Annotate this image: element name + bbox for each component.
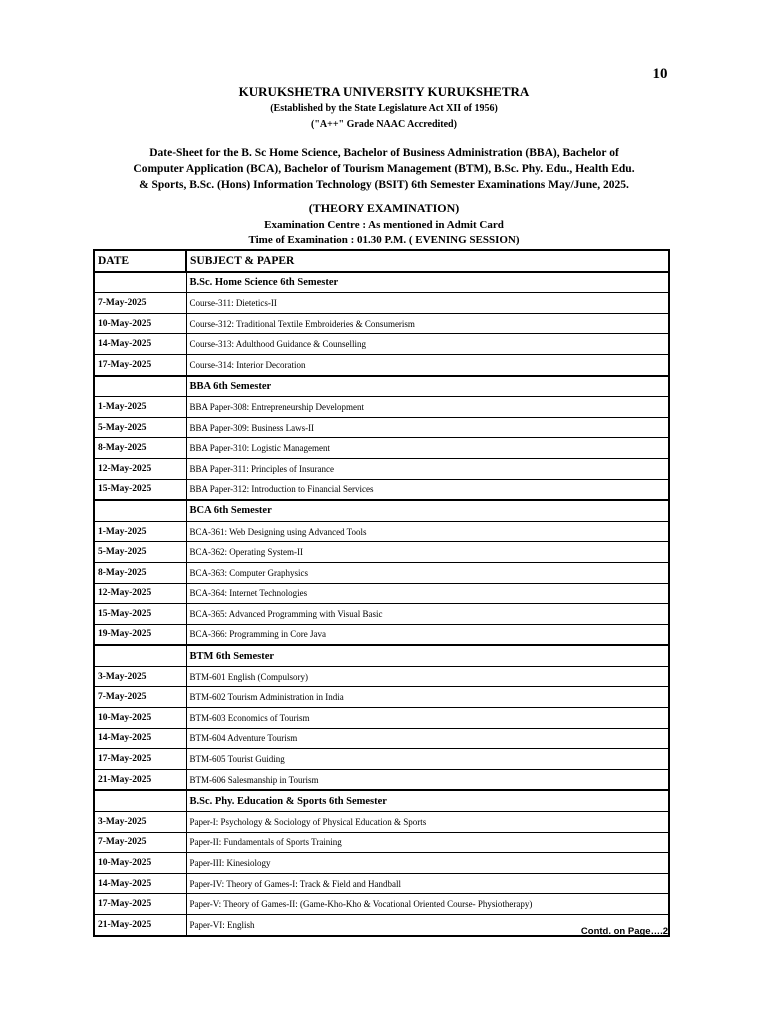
exam-paper: BCA-366: Programming in Core Java bbox=[186, 624, 669, 645]
exam-date: 21-May-2025 bbox=[94, 769, 186, 790]
table-row bbox=[94, 583, 669, 604]
exam-paper: BBA Paper-309: Business Laws-II bbox=[186, 417, 669, 438]
table-row bbox=[94, 812, 669, 833]
exam-paper: BCA-361: Web Designing using Advanced Tools bbox=[186, 521, 669, 542]
exam-date: 12-May-2025 bbox=[94, 458, 186, 479]
exam-date: 3-May-2025 bbox=[94, 812, 186, 833]
exam-date: 5-May-2025 bbox=[94, 417, 186, 438]
exam-date: 19-May-2025 bbox=[94, 624, 186, 645]
table-header-row bbox=[94, 250, 669, 272]
grade-note: ("A++" Grade NAAC Accredited) bbox=[311, 119, 457, 130]
table-row bbox=[94, 562, 669, 583]
exam-paper: Course-313: Adulthood Guidance & Counselling bbox=[186, 334, 669, 355]
exam-date: 10-May-2025 bbox=[94, 708, 186, 729]
page-number: 10 bbox=[652, 66, 668, 82]
table-row bbox=[94, 832, 669, 853]
table-row bbox=[94, 894, 669, 915]
section-row bbox=[94, 376, 669, 397]
section-title: BCA 6th Semester bbox=[186, 500, 669, 521]
table-row bbox=[94, 687, 669, 708]
table-row bbox=[94, 479, 669, 500]
established-note: (Established by the State Legislature Act XII of 1956) bbox=[270, 103, 498, 114]
exam-date: 12-May-2025 bbox=[94, 583, 186, 604]
exam-paper: Paper-I: Psychology & Sociology of Physical Education & Sports bbox=[186, 812, 669, 833]
table-row bbox=[94, 853, 669, 874]
exam-paper: Course-314: Interior Decoration bbox=[186, 354, 669, 375]
exam-centre: Examination Centre : As mentioned in Admit Card bbox=[264, 219, 504, 231]
university-title: KURUKSHETRA UNIVERSITY KURUKSHETRA bbox=[238, 84, 530, 99]
section-date-cell bbox=[94, 645, 186, 666]
theory-heading: (THEORY EXAMINATION) bbox=[308, 201, 460, 215]
section-date-cell bbox=[94, 500, 186, 521]
exam-date: 15-May-2025 bbox=[94, 479, 186, 500]
section-row bbox=[94, 500, 669, 521]
exam-paper: BBA Paper-311: Principles of Insurance bbox=[186, 458, 669, 479]
table-row bbox=[94, 521, 669, 542]
section-date-cell bbox=[94, 272, 186, 293]
exam-paper: BBA Paper-308: Entrepreneurship Development bbox=[186, 397, 669, 418]
table-row bbox=[94, 749, 669, 770]
table-row bbox=[94, 313, 669, 334]
exam-paper: BTM-605 Tourist Guiding bbox=[186, 749, 669, 770]
section-row bbox=[94, 272, 669, 293]
exam-paper: BTM-603 Economics of Tourism bbox=[186, 708, 669, 729]
exam-date: 17-May-2025 bbox=[94, 894, 186, 915]
exam-paper: Paper-V: Theory of Games-II: (Game-Kho-Kho & Vocational Oriented Course- Physiotherapy) bbox=[186, 894, 669, 915]
exam-paper: BCA-364: Internet Technologies bbox=[186, 583, 669, 604]
table-row bbox=[94, 728, 669, 749]
schedule-table bbox=[93, 249, 670, 937]
exam-date: 17-May-2025 bbox=[94, 354, 186, 375]
exam-paper: BCA-363: Computer Graphysics bbox=[186, 562, 669, 583]
section-row bbox=[94, 645, 669, 666]
table-row bbox=[94, 708, 669, 729]
exam-date: 21-May-2025 bbox=[94, 915, 186, 936]
table-row bbox=[94, 458, 669, 479]
exam-paper: BCA-362: Operating System-II bbox=[186, 542, 669, 563]
exam-paper: Paper-II: Fundamentals of Sports Training bbox=[186, 832, 669, 853]
section-date-cell bbox=[94, 376, 186, 397]
section-title: BBA 6th Semester bbox=[186, 376, 669, 397]
subject-column-header: SUBJECT & PAPER bbox=[186, 250, 669, 272]
exam-date: 15-May-2025 bbox=[94, 604, 186, 625]
exam-paper: Paper-IV: Theory of Games-I: Track & Field and Handball bbox=[186, 873, 669, 894]
exam-paper: BTM-604 Adventure Tourism bbox=[186, 728, 669, 749]
exam-date: 14-May-2025 bbox=[94, 728, 186, 749]
exam-paper: BBA Paper-310: Logistic Management bbox=[186, 438, 669, 459]
exam-paper: BTM-602 Tourism Administration in India bbox=[186, 687, 669, 708]
table-row bbox=[94, 624, 669, 645]
section-title: B.Sc. Phy. Education & Sports 6th Semester bbox=[186, 790, 669, 811]
exam-date: 8-May-2025 bbox=[94, 438, 186, 459]
exam-date: 7-May-2025 bbox=[94, 687, 186, 708]
table-row bbox=[94, 542, 669, 563]
exam-date: 14-May-2025 bbox=[94, 334, 186, 355]
exam-date: 10-May-2025 bbox=[94, 313, 186, 334]
exam-date: 1-May-2025 bbox=[94, 397, 186, 418]
exam-date: 17-May-2025 bbox=[94, 749, 186, 770]
table-row bbox=[94, 354, 669, 375]
exam-paper: BCA-365: Advanced Programming with Visual Basic bbox=[186, 604, 669, 625]
exam-date: 1-May-2025 bbox=[94, 521, 186, 542]
datesheet-line-3: & Sports, B.Sc. (Hons) Information Technology (BSIT) 6th Semester Examinations May/June, 2025. bbox=[139, 179, 629, 191]
table-row bbox=[94, 334, 669, 355]
datesheet-line-2: Computer Application (BCA), Bachelor of Tourism Management (BTM), B.Sc. Phy. Edu., Health Edu. bbox=[133, 163, 635, 175]
exam-time: Time of Examination : 01.30 P.M. ( EVENING SESSION) bbox=[248, 234, 520, 246]
exam-date: 10-May-2025 bbox=[94, 853, 186, 874]
exam-date: 7-May-2025 bbox=[94, 832, 186, 853]
exam-paper: Paper-VI: English bbox=[186, 915, 669, 936]
table-row bbox=[94, 769, 669, 790]
exam-date: 14-May-2025 bbox=[94, 873, 186, 894]
exam-paper: Course-312: Traditional Textile Embroideries & Consumerism bbox=[186, 313, 669, 334]
exam-paper: BTM-601 English (Compulsory) bbox=[186, 666, 669, 687]
date-column-header: DATE bbox=[94, 250, 186, 272]
datesheet-line-1: Date-Sheet for the B. Sc Home Science, Bachelor of Business Administration (BBA), Bachelor of bbox=[149, 147, 619, 159]
exam-date: 8-May-2025 bbox=[94, 562, 186, 583]
table-row bbox=[94, 417, 669, 438]
section-title: B.Sc. Home Science 6th Semester bbox=[186, 272, 669, 293]
exam-paper: BBA Paper-312: Introduction to Financial Services bbox=[186, 479, 669, 500]
exam-date: 7-May-2025 bbox=[94, 293, 186, 314]
table-row bbox=[94, 397, 669, 418]
section-title: BTM 6th Semester bbox=[186, 645, 669, 666]
datesheet-description bbox=[0, 145, 768, 193]
exam-paper: Paper-III: Kinesiology bbox=[186, 853, 669, 874]
schedule-body bbox=[94, 250, 669, 936]
table-row bbox=[94, 873, 669, 894]
exam-date: 3-May-2025 bbox=[94, 666, 186, 687]
table-row bbox=[94, 293, 669, 314]
table-row bbox=[94, 604, 669, 625]
continued-note: Contd. on Page….2 bbox=[580, 926, 668, 937]
exam-paper: BTM-606 Salesmanship in Tourism bbox=[186, 769, 669, 790]
exam-date: 5-May-2025 bbox=[94, 542, 186, 563]
section-date-cell bbox=[94, 790, 186, 811]
exam-paper: Course-311: Dietetics-II bbox=[186, 293, 669, 314]
table-row bbox=[94, 666, 669, 687]
table-row bbox=[94, 438, 669, 459]
section-row bbox=[94, 790, 669, 811]
